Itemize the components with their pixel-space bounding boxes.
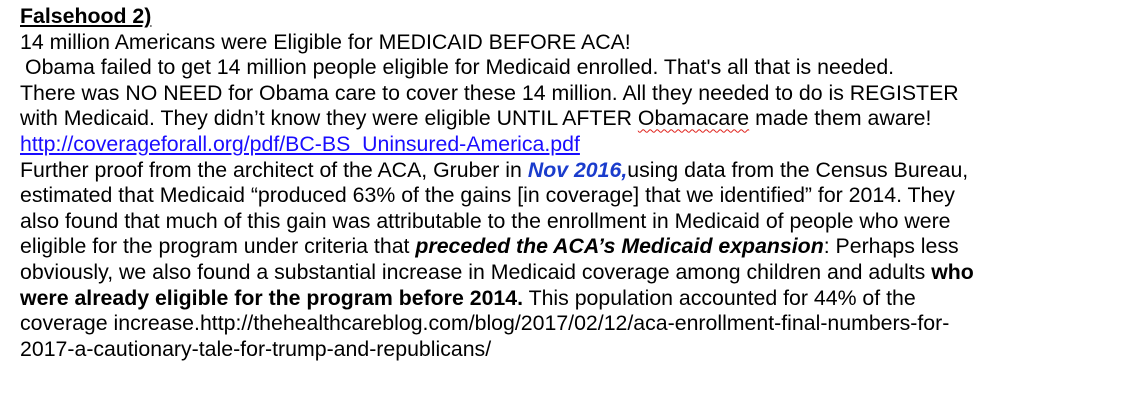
paragraph-line: 14 million Americans were Eligible for MEDICAID BEFORE ACA!: [20, 29, 631, 54]
text-run: obviously, we also found a substantial increase in Medicaid coverage among children and adults: [20, 259, 932, 284]
paragraph-line: estimated that Medicaid “produced 63% of the gains [in coverage] that we identified” for 2014. They: [20, 183, 955, 208]
paragraph-line: Obama failed to get 14 million people eligible for Medicaid enrolled. That's all that is needed.: [25, 55, 895, 80]
text-run: This population accounted for 44% of the: [523, 285, 916, 310]
text-run: : Perhaps less: [823, 234, 959, 259]
paragraph-line: [20, 106, 1126, 132]
misspelled-word: Obamacare: [637, 106, 750, 131]
paragraph-line: coverage increase.http://thehealthcareblog.com/blog/2017/02/12/aca-enrollment-final-numbers-for-: [20, 311, 950, 336]
bold-text: were already eligible for the program before 2014.: [20, 285, 524, 310]
coverageforall-link[interactable]: http://coverageforall.org/pdf/BC-BS_Uninsured-America.pdf: [20, 131, 580, 156]
text-run: using data from the Census Bureau,: [627, 157, 969, 182]
paragraph-line: 2017-a-cautionary-tale-for-trump-and-republicans/: [20, 336, 492, 361]
emphasis-text: preceded the ACA’s Medicaid expansion: [415, 234, 824, 259]
text-run: eligible for the program under criteria that: [20, 234, 416, 259]
section-title: Falsehood 2): [20, 4, 152, 28]
text-run: made them aware!: [749, 106, 932, 131]
paragraph-line: [20, 132, 1126, 158]
text-run: with Medicaid. They didn’t know they were eligible UNTIL AFTER: [20, 106, 638, 131]
paragraph-line: [20, 260, 1126, 286]
paragraph-line: [20, 158, 1126, 184]
date-highlight: Nov 2016,: [527, 157, 628, 182]
bold-text: who: [931, 259, 974, 284]
paragraph-line: [20, 286, 1126, 312]
paragraph-line: also found that much of this gain was attributable to the enrollment in Medicaid of people who were: [20, 208, 951, 233]
paragraph-line: There was NO NEED for Obama care to cover these 14 million. All they needed to do is REGISTER: [20, 80, 959, 105]
paragraph-line: [20, 234, 1126, 260]
text-run: Further proof from the architect of the ACA, Gruber in: [20, 157, 528, 182]
